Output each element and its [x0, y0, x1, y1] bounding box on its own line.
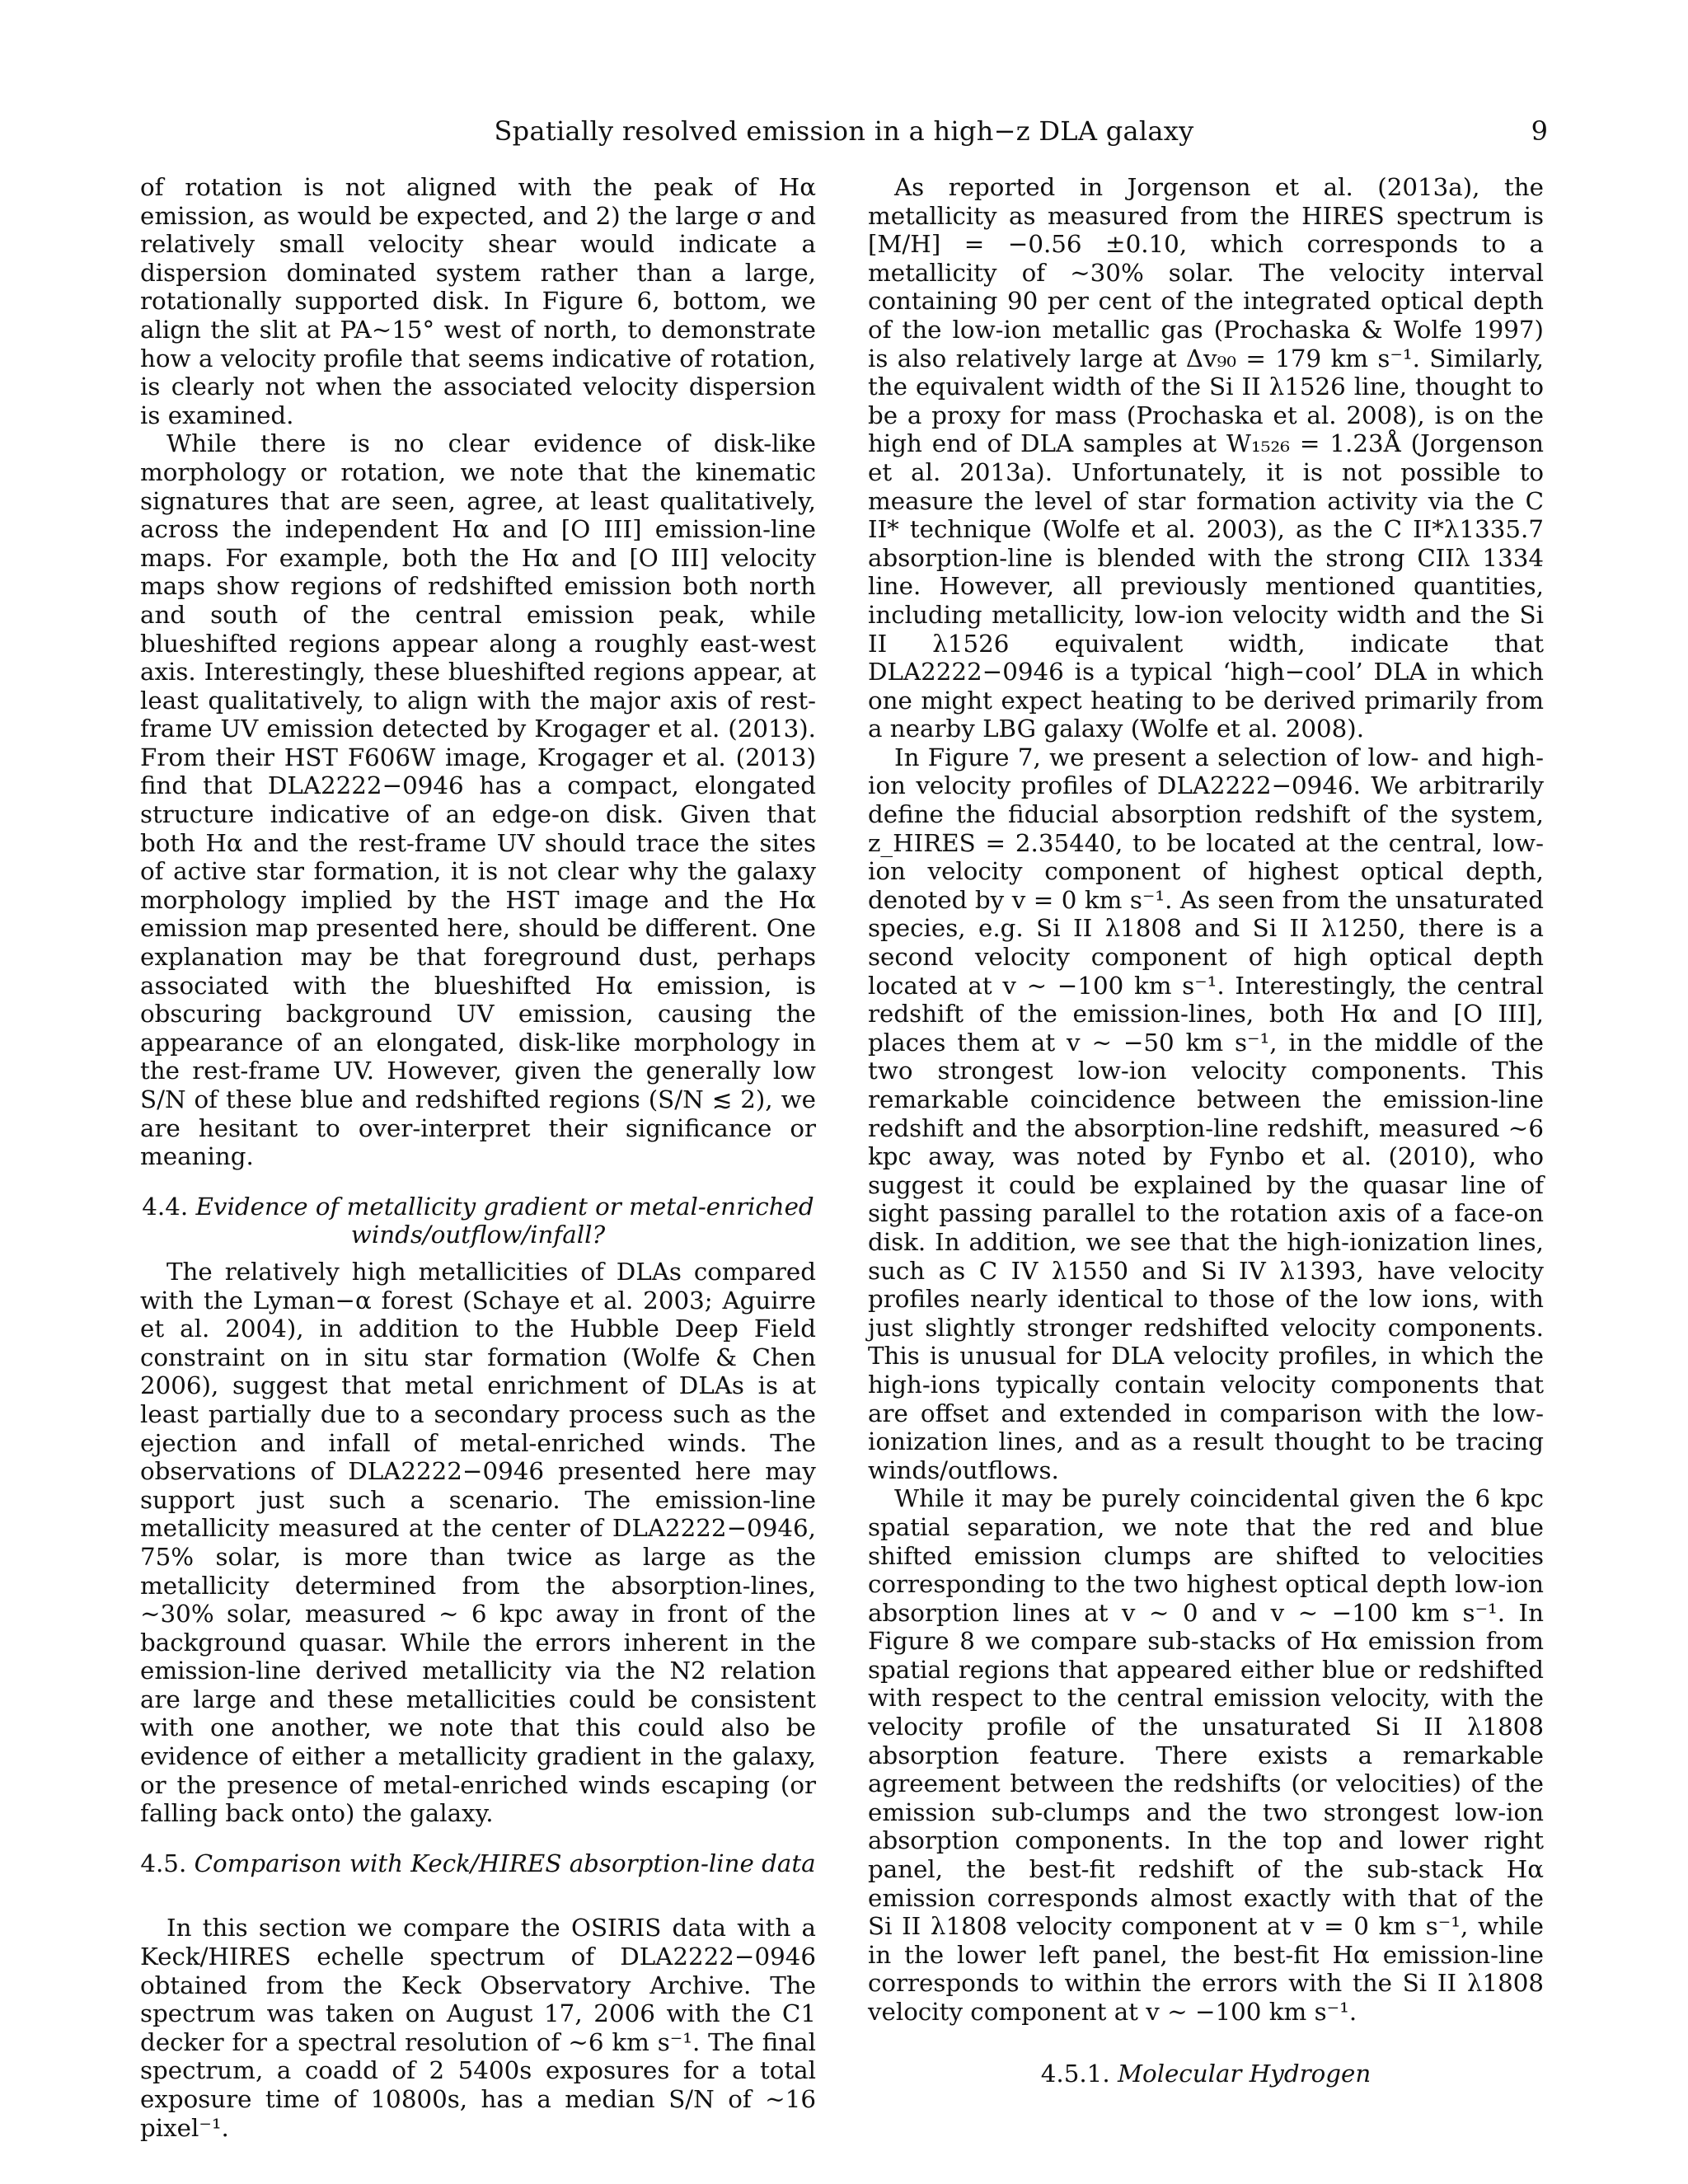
section-title: Comparison with Keck/HIRES absorption-line data	[194, 1849, 816, 1877]
section-number: 4.4.	[142, 1192, 189, 1221]
subsection-title: Molecular Hydrogen	[1117, 2059, 1372, 2088]
subsection-heading-4-5-1	[868, 2060, 1544, 2088]
paragraph: As reported in Jorgenson et al. (2013a), the metallicity as measured from the HIRES spectrum is [M/H] = −0.56 ±0.10, which corresponds to a metallicity of ∼30% solar. The velocity interval containing 90 per cent of the integrated optical depth of the low-ion metallic gas (Prochaska & Wolfe 1997) is also relatively large at Δv₉₀ = 179 km s⁻¹. Similarly, the equivalent width of the Si II λ1526 line, thought to be a proxy for mass (Prochaska et al. 2008), is on the high end of DLA samples at W₁₅₂₆ = 1.23Å (Jorgenson et al. 2013a). Unfortunately, it is not possible to measure the level of star formation activity via the C II* technique (Wolfe et al. 2003), as the C II*λ1335.7 absorption-line is blended with the strong CIIλ 1334 line. However, all previously mentioned quantities, including metallicity, low-ion velocity width and the Si II λ1526 equivalent width, indicate that DLA2222−0946 is a typical ‘high−cool’ DLA in which one might expect heating to be derived primarily from a nearby LBG galaxy (Wolfe et al. 2008).	[868, 173, 1544, 743]
section-heading-4-4	[140, 1193, 816, 1249]
paragraph: In this section we compare the OSIRIS data with a Keck/HIRES echelle spectrum of DLA2222−0946 obtained from the Keck Observatory Archive. The spectrum was taken on August 17, 2006 with the C1 decker for a spectral resolution of ∼6 km s⁻¹. The final spectrum, a coadd of 2 5400s exposures for a total exposure time of 10800s, has a median S/N of ∼16 pixel⁻¹.	[140, 1914, 816, 2142]
section-number: 4.5.	[140, 1849, 187, 1877]
running-title: Spatially resolved emission in a high−z DLA galaxy	[494, 115, 1194, 147]
section-heading-4-5	[140, 1849, 816, 1878]
subsection-number: 4.5.1.	[1040, 2059, 1110, 2088]
paragraph: While it may be purely coincidental given the 6 kpc spatial separation, we note that the red and blue shifted emission clumps are shifted to velocities corresponding to the two highest optical depth low-ion absorption lines at v ∼ 0 and v ∼ −100 km s⁻¹. In Figure 8 we compare sub-stacks of Hα emission from spatial regions that appeared either blue or redshifted with respect to the central emission velocity, with the velocity profile of the unsaturated Si II λ1808 absorption feature. There exists a remarkable agreement between the redshifts (or velocities) of the emission sub-clumps and the two strongest low-ion absorption components. In the top and lower right panel, the best-fit redshift of the sub-stack Hα emission corresponds almost exactly with that of the Si II λ1808 velocity component at v = 0 km s⁻¹, while in the lower left panel, the best-fit Hα emission-line corresponds to within the errors with the Si II λ1808 velocity component at v ∼ −100 km s⁻¹.	[868, 1484, 1544, 2026]
section-title: Evidence of metallicity gradient or metal-enriched winds/outflow/infall?	[195, 1192, 814, 1249]
paragraph: While there is no clear evidence of disk-like morphology or rotation, we note that the kinematic signatures that are seen, agree, at least qualitatively, across the independent Hα and [O III] emission-line maps. For example, both the Hα and [O III] velocity maps show regions of redshifted emission both north and south of the central emission peak, while blueshifted regions appear along a roughly east-west axis. Interestingly, these blueshifted regions appear, at least qualitatively, to align with the major axis of rest-frame UV emission detected by Krogager et al. (2013). From their HST F606W image, Krogager et al. (2013) find that DLA2222−0946 has a compact, elongated structure indicative of an edge-on disk. Given that both Hα and the rest-frame UV should trace the sites of active star formation, it is not clear why the galaxy morphology implied by the HST image and the Hα emission map presented here, should be different. One explanation may be that foreground dust, perhaps associated with the blueshifted Hα emission, is obscuring background UV emission, causing the appearance of an elongated, disk-like morphology in the rest-frame UV. However, given the generally low S/N of these blue and redshifted regions (S/N ≲ 2), we are hesitant to over-interpret their significance or meaning.	[140, 429, 816, 1171]
paragraph: of rotation is not aligned with the peak of Hα emission, as would be expected, and 2) the large σ and relatively small velocity shear would indicate a dispersion dominated system rather than a large, rotationally supported disk. In Figure 6, bottom, we align the slit at PA∼15° west of north, to demonstrate how a velocity profile that seems indicative of rotation, is clearly not when the associated velocity dispersion is examined.	[140, 173, 816, 429]
paragraph: In Figure 7, we present a selection of low- and high-ion velocity profiles of DLA2222−0946. We arbitrarily define the fiducial absorption redshift of the system, z_HIRES = 2.35440, to be located at the central, low-ion velocity component of highest optical depth, denoted by v = 0 km s⁻¹. As seen from the unsaturated species, e.g. Si II λ1808 and Si II λ1250, there is a second velocity component of high optical depth located at v ∼ −100 km s⁻¹. Interestingly, the central redshift of the emission-lines, both Hα and [O III], places them at v ∼ −50 km s⁻¹, in the middle of the two strongest low-ion velocity components. This remarkable coincidence between the emission-line redshift and the absorption-line redshift, measured ∼6 kpc away, was noted by Fynbo et al. (2010), who suggest it could be explained by the quasar line of sight passing parallel to the rotation axis of a face-on disk. In addition, we see that the high-ionization lines, such as C IV λ1550 and Si IV λ1393, have velocity profiles nearly identical to those of the low ions, with just slightly stronger redshifted velocity components. This is unusual for DLA velocity profiles, in which the high-ions typically contain velocity components that are offset and extended in comparison with the low-ionization lines, and as a result thought to be tracing winds/outflows.	[868, 743, 1544, 1484]
left-column	[140, 173, 816, 2142]
right-column	[868, 173, 1544, 2088]
page-number: 9	[1531, 115, 1548, 147]
running-header	[0, 115, 1688, 157]
paragraph: The relatively high metallicities of DLAs compared with the Lyman−α forest (Schaye et al. 2003; Aguirre et al. 2004), in addition to the Hubble Deep Field constraint on in situ star formation (Wolfe & Chen 2006), suggest that metal enrichment of DLAs is at least partially due to a secondary process such as the ejection and infall of metal-enriched winds. The observations of DLA2222−0946 presented here may support just such a scenario. The emission-line metallicity measured at the center of DLA2222−0946, 75% solar, is more than twice as large as the metallicity determined from the absorption-lines, ∼30% solar, measured ∼ 6 kpc away in front of the background quasar. While the errors inherent in the emission-line derived metallicity via the N2 relation are large and these metallicities could be consistent with one another, we note that this could also be evidence of either a metallicity gradient in the galaxy, or the presence of metal-enriched winds escaping (or falling back onto) the galaxy.	[140, 1257, 816, 1828]
